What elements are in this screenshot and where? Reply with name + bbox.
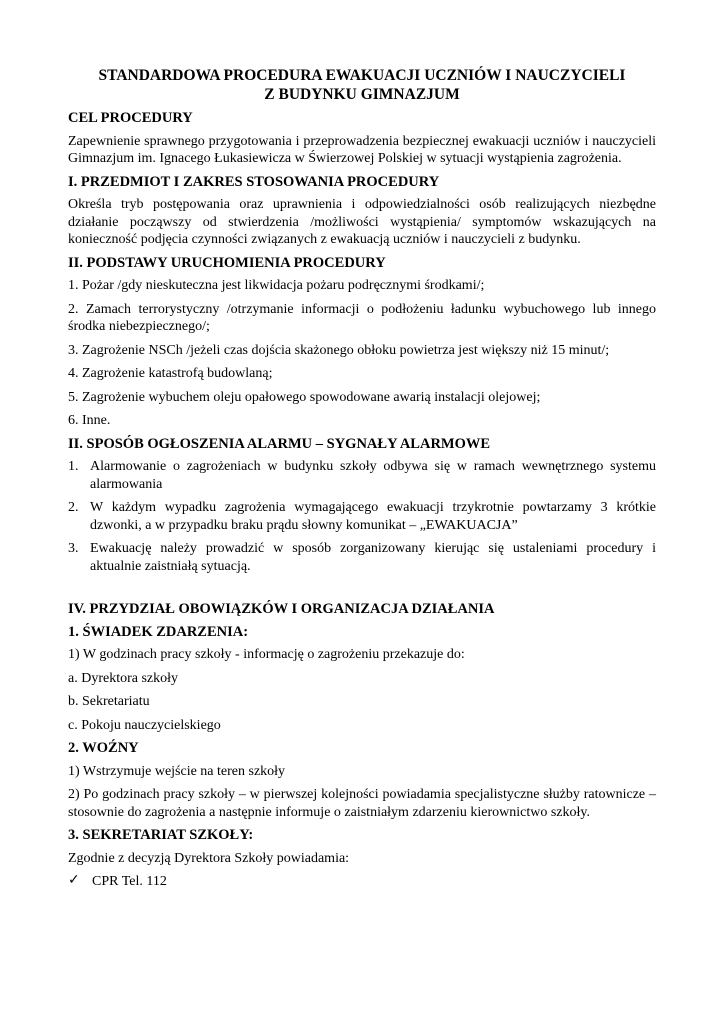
alarm-item-text: W każdym wypadku zagrożenia wymagającego ewakuacji trzykrotnie powtarzamy 3 krótkie dzwonki, a w przypadku braku prądu słowny komunikat – „EWAKUACJA” bbox=[90, 500, 656, 533]
janitor-item: 2) Po godzinach pracy szkoły – w pierwszej kolejności powiadamia specjalistyczne służby ratownicze – stosownie do zagrożenia a następnie informuje o zaistniałym zdarzeniu kierownictwo szkoły. bbox=[68, 787, 656, 820]
spacer bbox=[68, 581, 656, 601]
checklist-item-text: CPR Tel. 112 bbox=[92, 874, 167, 889]
section-4-heading: IV. PRZYDZIAŁ OBOWIĄZKÓW I ORGANIZACJA DZIAŁANIA bbox=[68, 601, 495, 617]
witness-item: b. Sekretariatu bbox=[68, 694, 150, 709]
alarm-list-item bbox=[68, 540, 656, 575]
secretariat-intro: Zgodnie z decyzją Dyrektora Szkoły powiadamia: bbox=[68, 850, 350, 866]
alarm-item-number: 2. bbox=[68, 500, 79, 515]
section-2-item: 4. Zagrożenie katastrofą budowlaną; bbox=[68, 366, 273, 381]
witness-item: c. Pokoju nauczycielskiego bbox=[68, 717, 221, 733]
title-line-1: STANDARDOWA PROCEDURA EWAKUACJI UCZNIÓW I NAUCZYCIELI bbox=[98, 67, 626, 84]
alarm-list-item bbox=[68, 458, 656, 493]
section-2-item: 6. Inne. bbox=[68, 413, 111, 428]
alarm-item-number: 3. bbox=[68, 541, 79, 556]
section-2-item: 1. Pożar /gdy nieskuteczna jest likwidacja pożaru podręcznymi środkami/; bbox=[68, 278, 485, 293]
checkmark-icon: ✓ bbox=[68, 872, 80, 888]
section-2-item: 5. Zagrożenie wybuchem oleju opałowego spowodowane awarią instalacji olejowej; bbox=[68, 389, 541, 405]
janitor-heading: 2. WOŹNY bbox=[68, 740, 139, 756]
document-page bbox=[68, 66, 656, 897]
alarm-item-text: Alarmowanie o zagrożeniach w budynku szkoły odbywa się w ramach wewnętrznego systemu alarmowania bbox=[90, 459, 656, 492]
witness-intro: 1) W godzinach pracy szkoły - informację o zagrożeniu przekazuje do: bbox=[68, 647, 465, 662]
title-line-2: Z BUDYNKU GIMNAZJUM bbox=[264, 86, 460, 103]
section-1-heading: I. PRZEDMIOT I ZAKRES STOSOWANIA PROCEDURY bbox=[68, 173, 440, 190]
janitor-item: 1) Wstrzymuje wejście na teren szkoły bbox=[68, 763, 286, 779]
secretariat-heading: 3. SEKRETARIAT SZKOŁY: bbox=[68, 827, 254, 843]
witness-item: a. Dyrektora szkoły bbox=[68, 670, 179, 686]
section-1-text: Określa tryb postępowania oraz uprawnienia i odpowiedzialności osób realizujących niezbędne działanie począwszy od stwierdzenia /możliwości wystąpienia/ symptomów wskazujących na konieczność podjęcia czynności związanych z ewakuacją uczniów i nauczycieli z budynku. bbox=[68, 197, 656, 247]
section-2-heading: II. PODSTAWY URUCHOMIENIA PROCEDURY bbox=[68, 254, 386, 271]
section-3-heading: II. SPOSÓB OGŁOSZENIA ALARMU – SYGNAŁY ALARMOWE bbox=[68, 435, 491, 452]
cel-text: Zapewnienie sprawnego przygotowania i przeprowadzenia bezpiecznej ewakuacji uczniów i nauczycieli Gimnazjum im. Ignacego Łukasiewicza w Świerzowej Polskiej w sytuacji wystąpienia zagrożenia. bbox=[68, 133, 656, 166]
alarm-list-item bbox=[68, 499, 656, 534]
cel-heading: CEL PROCEDURY bbox=[68, 110, 193, 126]
checklist-item bbox=[68, 873, 656, 891]
document-title bbox=[68, 66, 656, 104]
alarm-item-number: 1. bbox=[68, 459, 79, 474]
witness-heading: 1. ŚWIADEK ZDARZENIA: bbox=[68, 623, 249, 640]
section-2-item: 2. Zamach terrorystyczny /otrzymanie informacji o podłożeniu ładunku wybuchowego lub innego środka niebezpiecznego/; bbox=[68, 301, 656, 334]
alarm-item-text: Ewakuację należy prowadzić w sposób zorganizowany kierując się ustaleniami procedury i aktualnie zaistniałą sytuacją. bbox=[90, 541, 656, 574]
alarm-list bbox=[68, 458, 656, 575]
section-2-item: 3. Zagrożenie NSCh /jeżeli czas dojścia skażonego obłoku powietrza jest większy niż 15 minut/; bbox=[68, 342, 610, 358]
